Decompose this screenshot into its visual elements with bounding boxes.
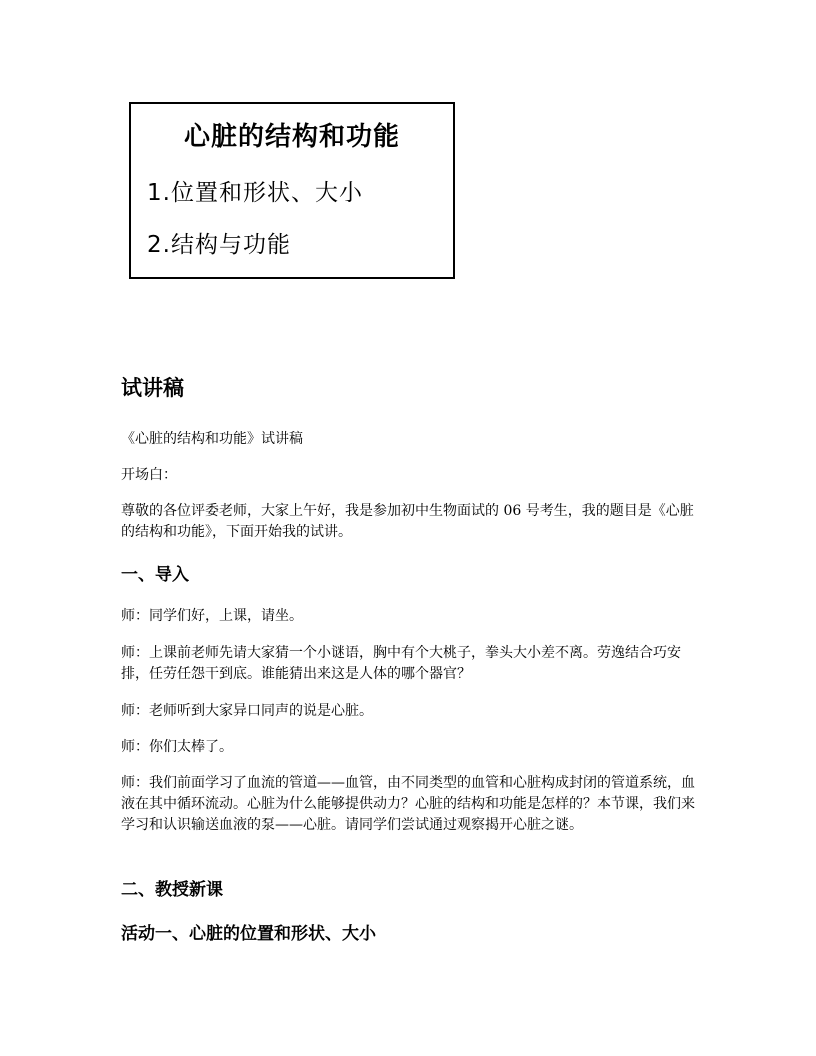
page-heading: 试讲稿	[121, 376, 184, 400]
paragraph-praise: 师：你们太棒了。	[121, 739, 233, 755]
paragraph-greeting: 师：同学们好，上课，请坐。	[121, 608, 303, 624]
paragraph-answer: 师：老师听到大家异口同声的说是心脏。	[121, 703, 373, 719]
section-heading-intro: 一、导入	[121, 565, 189, 585]
board-item-2: 2.结构与功能	[147, 232, 291, 258]
section-heading-new-lesson: 二、教授新课	[121, 880, 223, 900]
blackboard-outline-box	[129, 102, 455, 279]
opening-paragraph: 尊敬的各位评委老师，大家上午好，我是参加初中生物面试的 06 号考生，我的题目是《心脏的结构和功能》，下面开始我的试讲。	[121, 503, 694, 540]
paragraph-riddle: 师：上课前老师先请大家猜一个小谜语，胸中有个大桃子，拳头大小差不离。劳逸结合巧安排，任劳任怨干到底。谁能猜出来这是人体的哪个器官？	[121, 645, 681, 682]
board-item-1: 1.位置和形状、大小	[147, 180, 363, 206]
paragraph-introduction: 师：我们前面学习了血流的管道——血管，由不同类型的血管和心脏构成封闭的管道系统，血液在其中循环流动。心脏为什么能够提供动力？心脏的结构和功能是怎样的？本节课，我们来学习和认识输送血液的泵——心脏。请同学们尝试通过观察揭开心脏之谜。	[121, 775, 695, 833]
activity-heading-1: 活动一、心脏的位置和形状、大小	[121, 924, 376, 944]
board-title: 心脏的结构和功能	[183, 122, 400, 152]
opening-label: 开场白：	[121, 467, 177, 483]
script-subtitle: 《心脏的结构和功能》试讲稿	[121, 431, 303, 447]
